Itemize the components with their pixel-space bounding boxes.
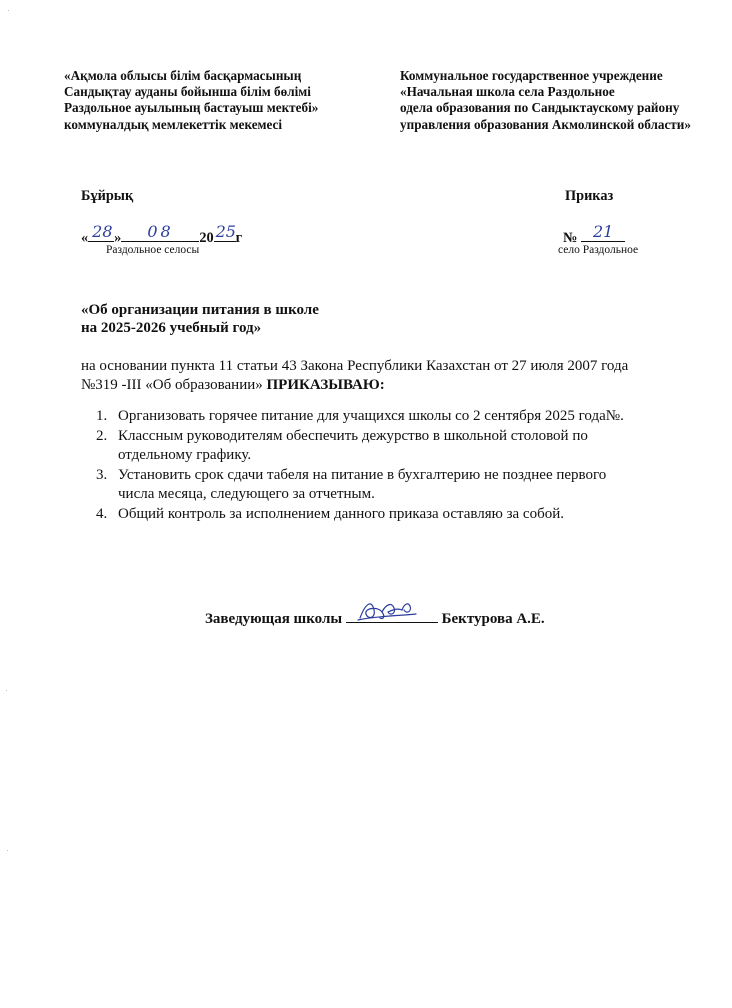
- item-number: 3.: [96, 467, 108, 483]
- item-line: Установить срок сдачи табеля на питание в бухгалтерию не позднее первого: [118, 467, 607, 483]
- header-left-line: коммуналдық мемлекеттік мекемесі: [64, 116, 283, 132]
- date-day-handwritten: 28: [92, 222, 113, 241]
- order-title-kz: Бұйрық: [81, 188, 134, 204]
- date-year-field: [214, 222, 236, 242]
- place-ru: село Раздольное: [558, 244, 639, 256]
- handwritten-signature-icon: [356, 596, 420, 624]
- number-label: №: [563, 230, 578, 246]
- list-item: [96, 466, 706, 504]
- item-number: 1.: [96, 408, 108, 424]
- header-right-line: управления образования Акмолинской области»: [400, 116, 691, 132]
- scan-mark: [6, 690, 7, 691]
- header-right-line: одела образования по Сандыктаускому району: [400, 100, 680, 116]
- item-line: числа месяца, следующего за отчетным.: [118, 486, 375, 502]
- preamble-line: на основании пункта 11 статьи 43 Закона Республики Казахстан от 27 июля 2007 года: [81, 358, 629, 374]
- order-title-ru: Приказ: [565, 188, 614, 204]
- list-item: [96, 407, 706, 426]
- header-left-line: Сандықтау ауданы бойынша білім бөлімі: [64, 84, 311, 100]
- header-right-line: Коммунальное государственное учреждение: [400, 68, 663, 83]
- preamble-line: [81, 376, 628, 395]
- signature-field: [346, 606, 438, 623]
- subject-line: «Об организации питания в школе: [81, 302, 319, 318]
- signature-position: Заведующая школы: [205, 611, 343, 627]
- date-year-prefix: 20: [199, 230, 214, 246]
- date-suffix: г: [235, 230, 243, 246]
- item-number: 2.: [96, 428, 108, 444]
- subject-line: на 2025-2026 учебный год»: [81, 320, 262, 336]
- scan-mark: [7, 850, 8, 851]
- date-year-handwritten: 25: [215, 222, 236, 241]
- list-item: [96, 427, 706, 465]
- preamble: [81, 357, 628, 395]
- date-close-quote: »: [114, 230, 122, 246]
- header-right-line: «Начальная школа села Раздольное: [400, 84, 615, 100]
- signature-name: Бектурова А.Е.: [441, 611, 545, 627]
- order-subject: [81, 301, 319, 337]
- signature-block: [205, 606, 545, 628]
- preamble-order-word: ПРИКАЗЫВАЮ:: [266, 377, 385, 393]
- date-open-quote: «: [81, 230, 89, 246]
- header-left-block: [64, 68, 318, 133]
- header-left-line: «Ақмола облысы білім басқармасының: [64, 68, 302, 83]
- item-line: Организовать горячее питание для учащихся школы со 2 сентября 2025 года№.: [118, 408, 624, 424]
- item-line: Классным руководителям обеспечить дежурство в школьной столовой по: [118, 428, 588, 444]
- item-number: 4.: [96, 506, 108, 522]
- preamble-reference: №319 -III «Об образовании»: [81, 377, 263, 393]
- place-kz: Раздольное селосы: [106, 244, 200, 256]
- header-left-line: Раздольное ауылының бастауыш мектебі»: [64, 100, 319, 116]
- date-month-handwritten: 08: [147, 222, 174, 241]
- number-field: [581, 222, 625, 242]
- number-handwritten: 21: [592, 222, 614, 241]
- header-right-block: [400, 68, 691, 133]
- date-month-field: [121, 222, 199, 242]
- item-line: Общий контроль за исполнением данного приказа оставляю за собой.: [118, 506, 564, 522]
- date-day-field: [88, 222, 114, 242]
- order-items-list: [96, 407, 706, 525]
- list-item: [96, 505, 706, 524]
- item-line: отдельному графику.: [118, 447, 252, 463]
- scan-mark: [8, 10, 9, 11]
